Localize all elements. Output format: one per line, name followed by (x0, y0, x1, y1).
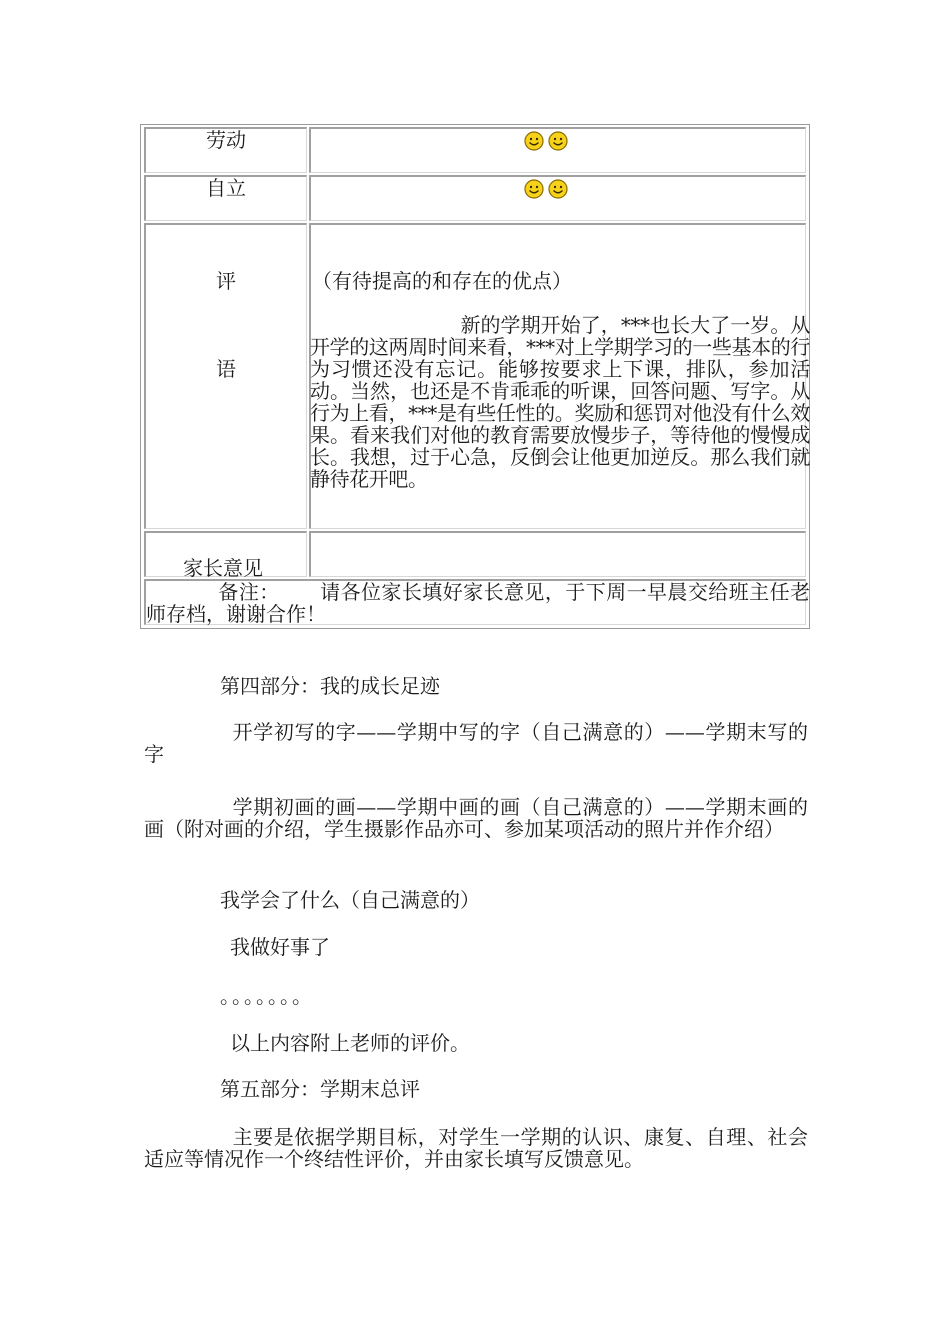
section4-writing-text: 开学初写的字——学期中写的字（自己满意的）——学期末写的字 (144, 720, 808, 766)
section4-drawing-text: 学期初画的画——学期中画的画（自己满意的）——学期末画的画（附对画的介绍，学生摄影作品亦可、参加某项活动的照片并作介绍） (144, 795, 808, 841)
row-label-labor: 劳动 (206, 128, 246, 152)
parent-opinion-label: 家长意见 (183, 556, 263, 580)
parent-opinion-field[interactable] (309, 531, 806, 577)
note-label: 备注： (218, 580, 280, 604)
smiley-icon (548, 131, 568, 151)
comment-label-yu: 语 (216, 357, 236, 381)
section4-learned: 我学会了什么（自己满意的） (220, 888, 480, 912)
section5-title: 第五部分：学期末总评 (220, 1077, 420, 1101)
note (146, 581, 810, 625)
section4-drawing (144, 796, 808, 840)
teacher-comment-text: 新的学期开始了，***也长大了一岁。从开学的这两周时间来看，***对上学期学习的一些基本的行为习惯还没有忘记。能够按要求上下课，排队，参加活动。当然，也还是不肯乖乖的听课，回答问题、写字。从行为上看，***是有些任性的。奖励和惩罚对他没有什么效果。看来我们对他的教育需要放慢步子，等待他的慢慢成长。我想，过于心急，反倒会让他更加逆反。那么我们就静待花开吧。 (310, 313, 810, 491)
section4-teacher-eval: 以上内容附上老师的评价。 (230, 1031, 470, 1055)
section4-writing (144, 721, 808, 765)
section4-dots: 。。。。。。。 (220, 984, 314, 1008)
smiley-icon (524, 179, 544, 199)
smiley-icon (524, 131, 544, 151)
section4-good-deeds: 我做好事了 (230, 935, 330, 959)
comment-heading: （有待提高的和存在的优点） (312, 269, 572, 293)
section5-text (144, 1126, 808, 1170)
teacher-comment (310, 314, 810, 490)
section4-title: 第四部分：我的成长足迹 (220, 674, 440, 698)
comment-label-ping: 评 (216, 269, 236, 293)
section5-text-content: 主要是依据学期目标，对学生一学期的认识、康复、自理、社会适应等情况作一个终结性评价，并由家长填写反馈意见。 (144, 1125, 808, 1171)
smiley-icon (548, 179, 568, 199)
note-text: 请各位家长填好家长意见，于下周一早晨交给班主任老师存档，谢谢合作！ (146, 580, 811, 626)
row-label-independence: 自立 (206, 176, 246, 200)
